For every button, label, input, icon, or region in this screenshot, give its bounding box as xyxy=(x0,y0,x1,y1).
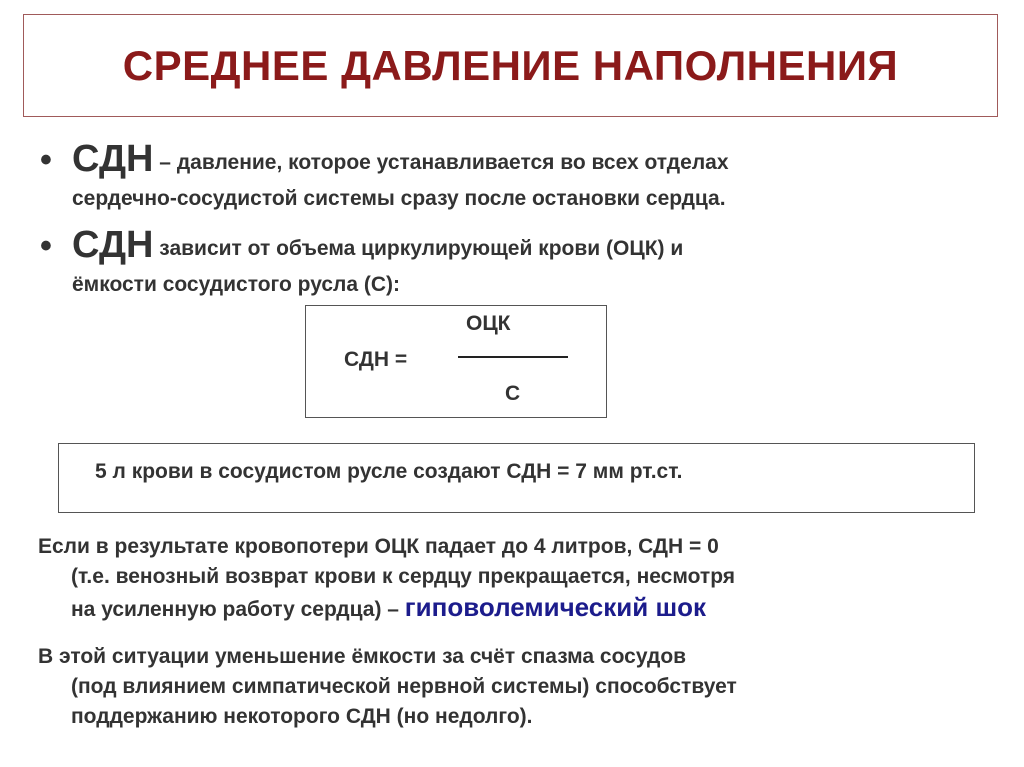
paragraph-line: (т.е. венозный возврат крови к сердцу прекращается, несмотря xyxy=(71,565,735,588)
bullet-marker: • xyxy=(40,141,52,179)
title-box xyxy=(23,14,998,117)
paragraph-compensation xyxy=(38,642,1013,732)
bullet-text-line: сердечно-сосудистой системы сразу после остановки сердца. xyxy=(72,187,726,210)
bullet-term: СДН xyxy=(72,138,154,180)
page-title: СРЕДНЕЕ ДАВЛЕНИЕ НАПОЛНЕНИЯ xyxy=(122,41,899,89)
formula-numerator: ОЦК xyxy=(466,312,511,335)
bullet-marker: • xyxy=(40,227,52,265)
fraction-bar xyxy=(458,356,568,358)
emphasis-hypovolemic-shock: гиповолемический шок xyxy=(404,592,707,622)
paragraph-line: В этой ситуации уменьшение ёмкости за счёт спазма сосудов xyxy=(38,645,687,668)
bullet-text-line: зависит от объема циркулирующей крови (ОЦК) и xyxy=(153,237,684,260)
bullet-text-line: ёмкости сосудистого русла (С): xyxy=(72,273,401,296)
fact-text: 5 л крови в сосудистом русле создают СДН = 7 мм рт.ст. xyxy=(95,460,683,483)
paragraph-line: на усиленную работу сердца) – xyxy=(71,598,405,621)
bullet-definition xyxy=(40,140,1000,217)
bullet-dependency xyxy=(40,226,1000,303)
bullet-text-line: – давление, которое устанавливается во всех отделах xyxy=(153,151,729,174)
paragraph-line: поддержанию некоторого СДН (но недолго). xyxy=(71,705,533,728)
formula-box xyxy=(305,305,607,418)
bullet-term: СДН xyxy=(72,224,154,266)
paragraph-line: Если в результате кровопотери ОЦК падает до 4 литров, СДН = 0 xyxy=(38,535,719,558)
fact-box xyxy=(58,443,975,513)
formula-lhs: СДН = xyxy=(344,348,408,371)
formula-denominator: С xyxy=(505,382,521,405)
paragraph-blood-loss xyxy=(38,532,1013,625)
paragraph-line: (под влиянием симпатической нервной системы) способствует xyxy=(71,675,737,698)
